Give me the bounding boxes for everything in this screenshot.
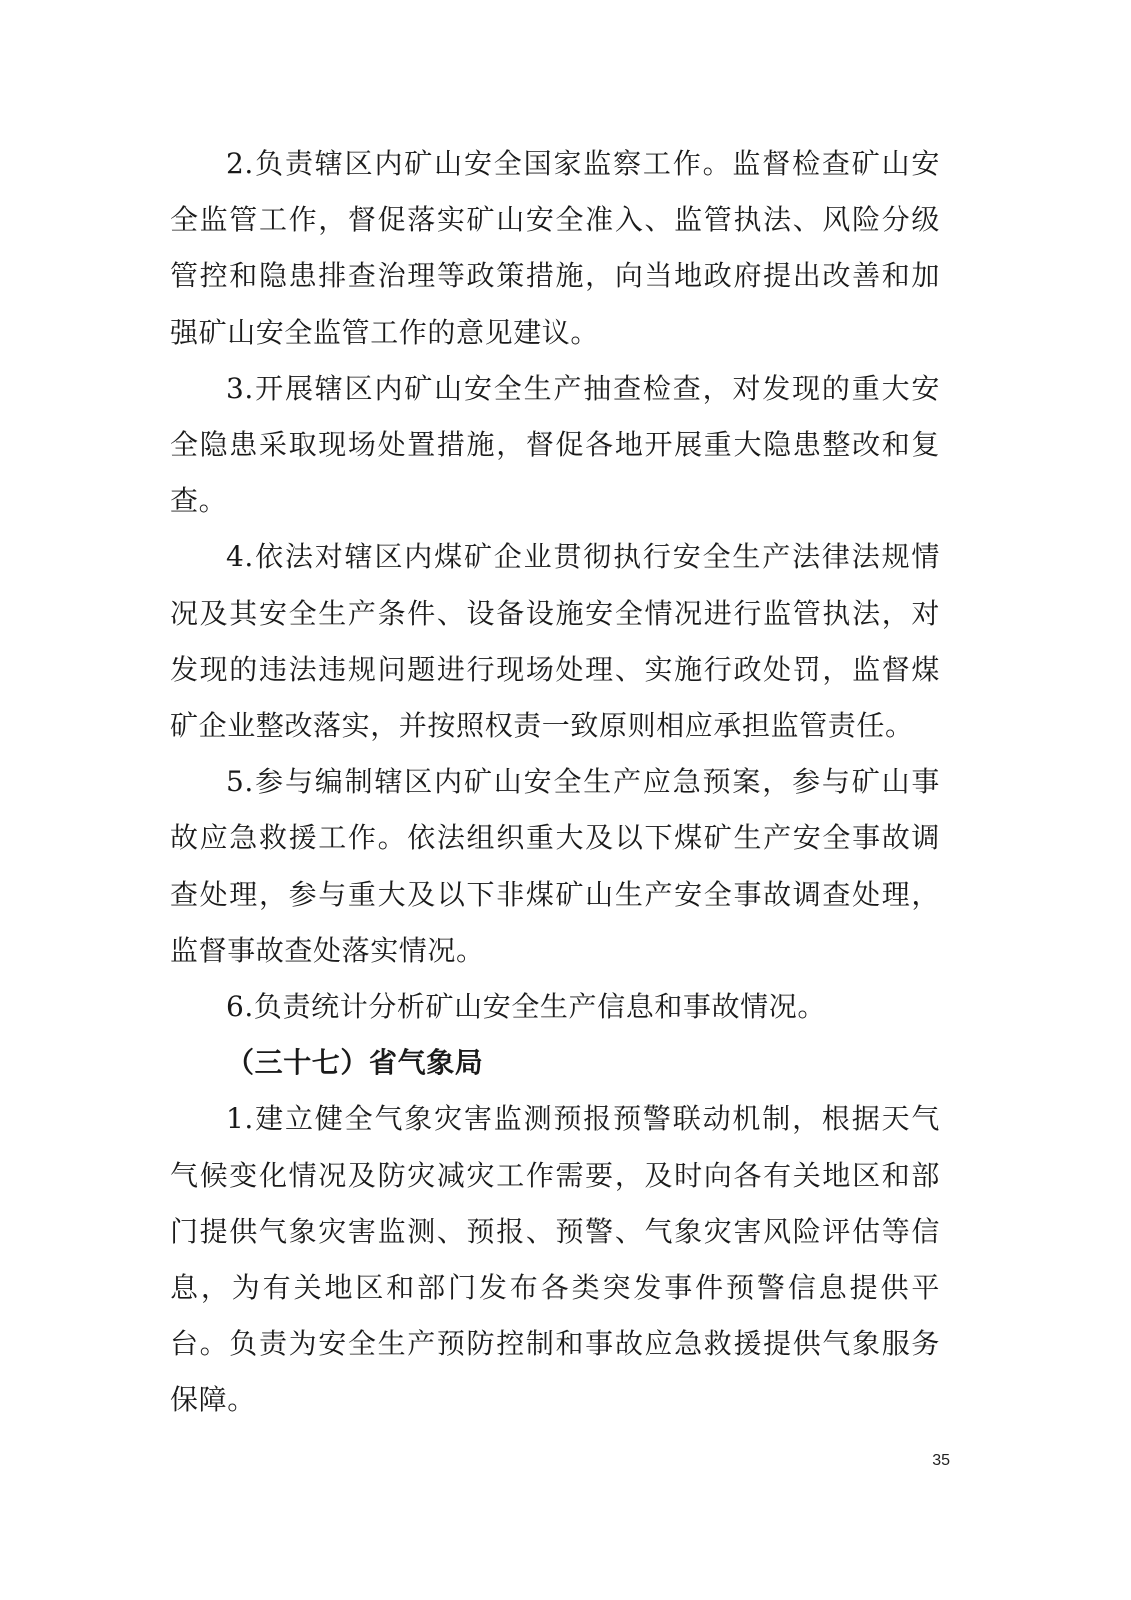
section-heading: （三十七）省气象局: [226, 1046, 484, 1080]
page-number: 35: [932, 1452, 950, 1469]
paragraph-item-4: 4.依法对辖区内煤矿企业贯彻执行安全生产法律法规情况及其安全生产条件、设备设施安全情况进行监管执法，对发现的违法违规问题进行现场处理、实施行政处罚，监督煤矿企业整改落实，并按照权责一致原则相应承担监管责任。: [170, 540, 940, 743]
paragraph-item-5: 5.参与编制辖区内矿山安全生产应急预案，参与矿山事故应急救援工作。依法组织重大及以下煤矿生产安全事故调查处理，参与重大及以下非煤矿山生产安全事故调查处理，监督事故查处落实情况。: [170, 765, 940, 967]
section-paragraph-1: 1.建立健全气象灾害监测预报预警联动机制，根据天气气候变化情况及防灾减灾工作需要，及时向各有关地区和部门提供气象灾害监测、预报、预警、气象灾害风险评估等信息，为有关地区和部门发布各类突发事件预警信息提供平台。负责为安全生产预防控制和事故应急救援提供气象服务保障。: [170, 1102, 940, 1417]
paragraph-item-2: 2.负责辖区内矿山安全国家监察工作。监督检查矿山安全监管工作，督促落实矿山安全准入、监管执法、风险分级管控和隐患排查治理等政策措施，向当地政府提出改善和加强矿山安全监管工作的意见建议。: [170, 147, 940, 349]
paragraph-item-3: 3.开展辖区内矿山安全生产抽查检查，对发现的重大安全隐患采取现场处置措施，督促各地开展重大隐患整改和复查。: [170, 371, 940, 518]
document-body: [170, 136, 940, 1429]
paragraph-item-6: 6.负责统计分析矿山安全生产信息和事故情况。: [226, 990, 826, 1024]
